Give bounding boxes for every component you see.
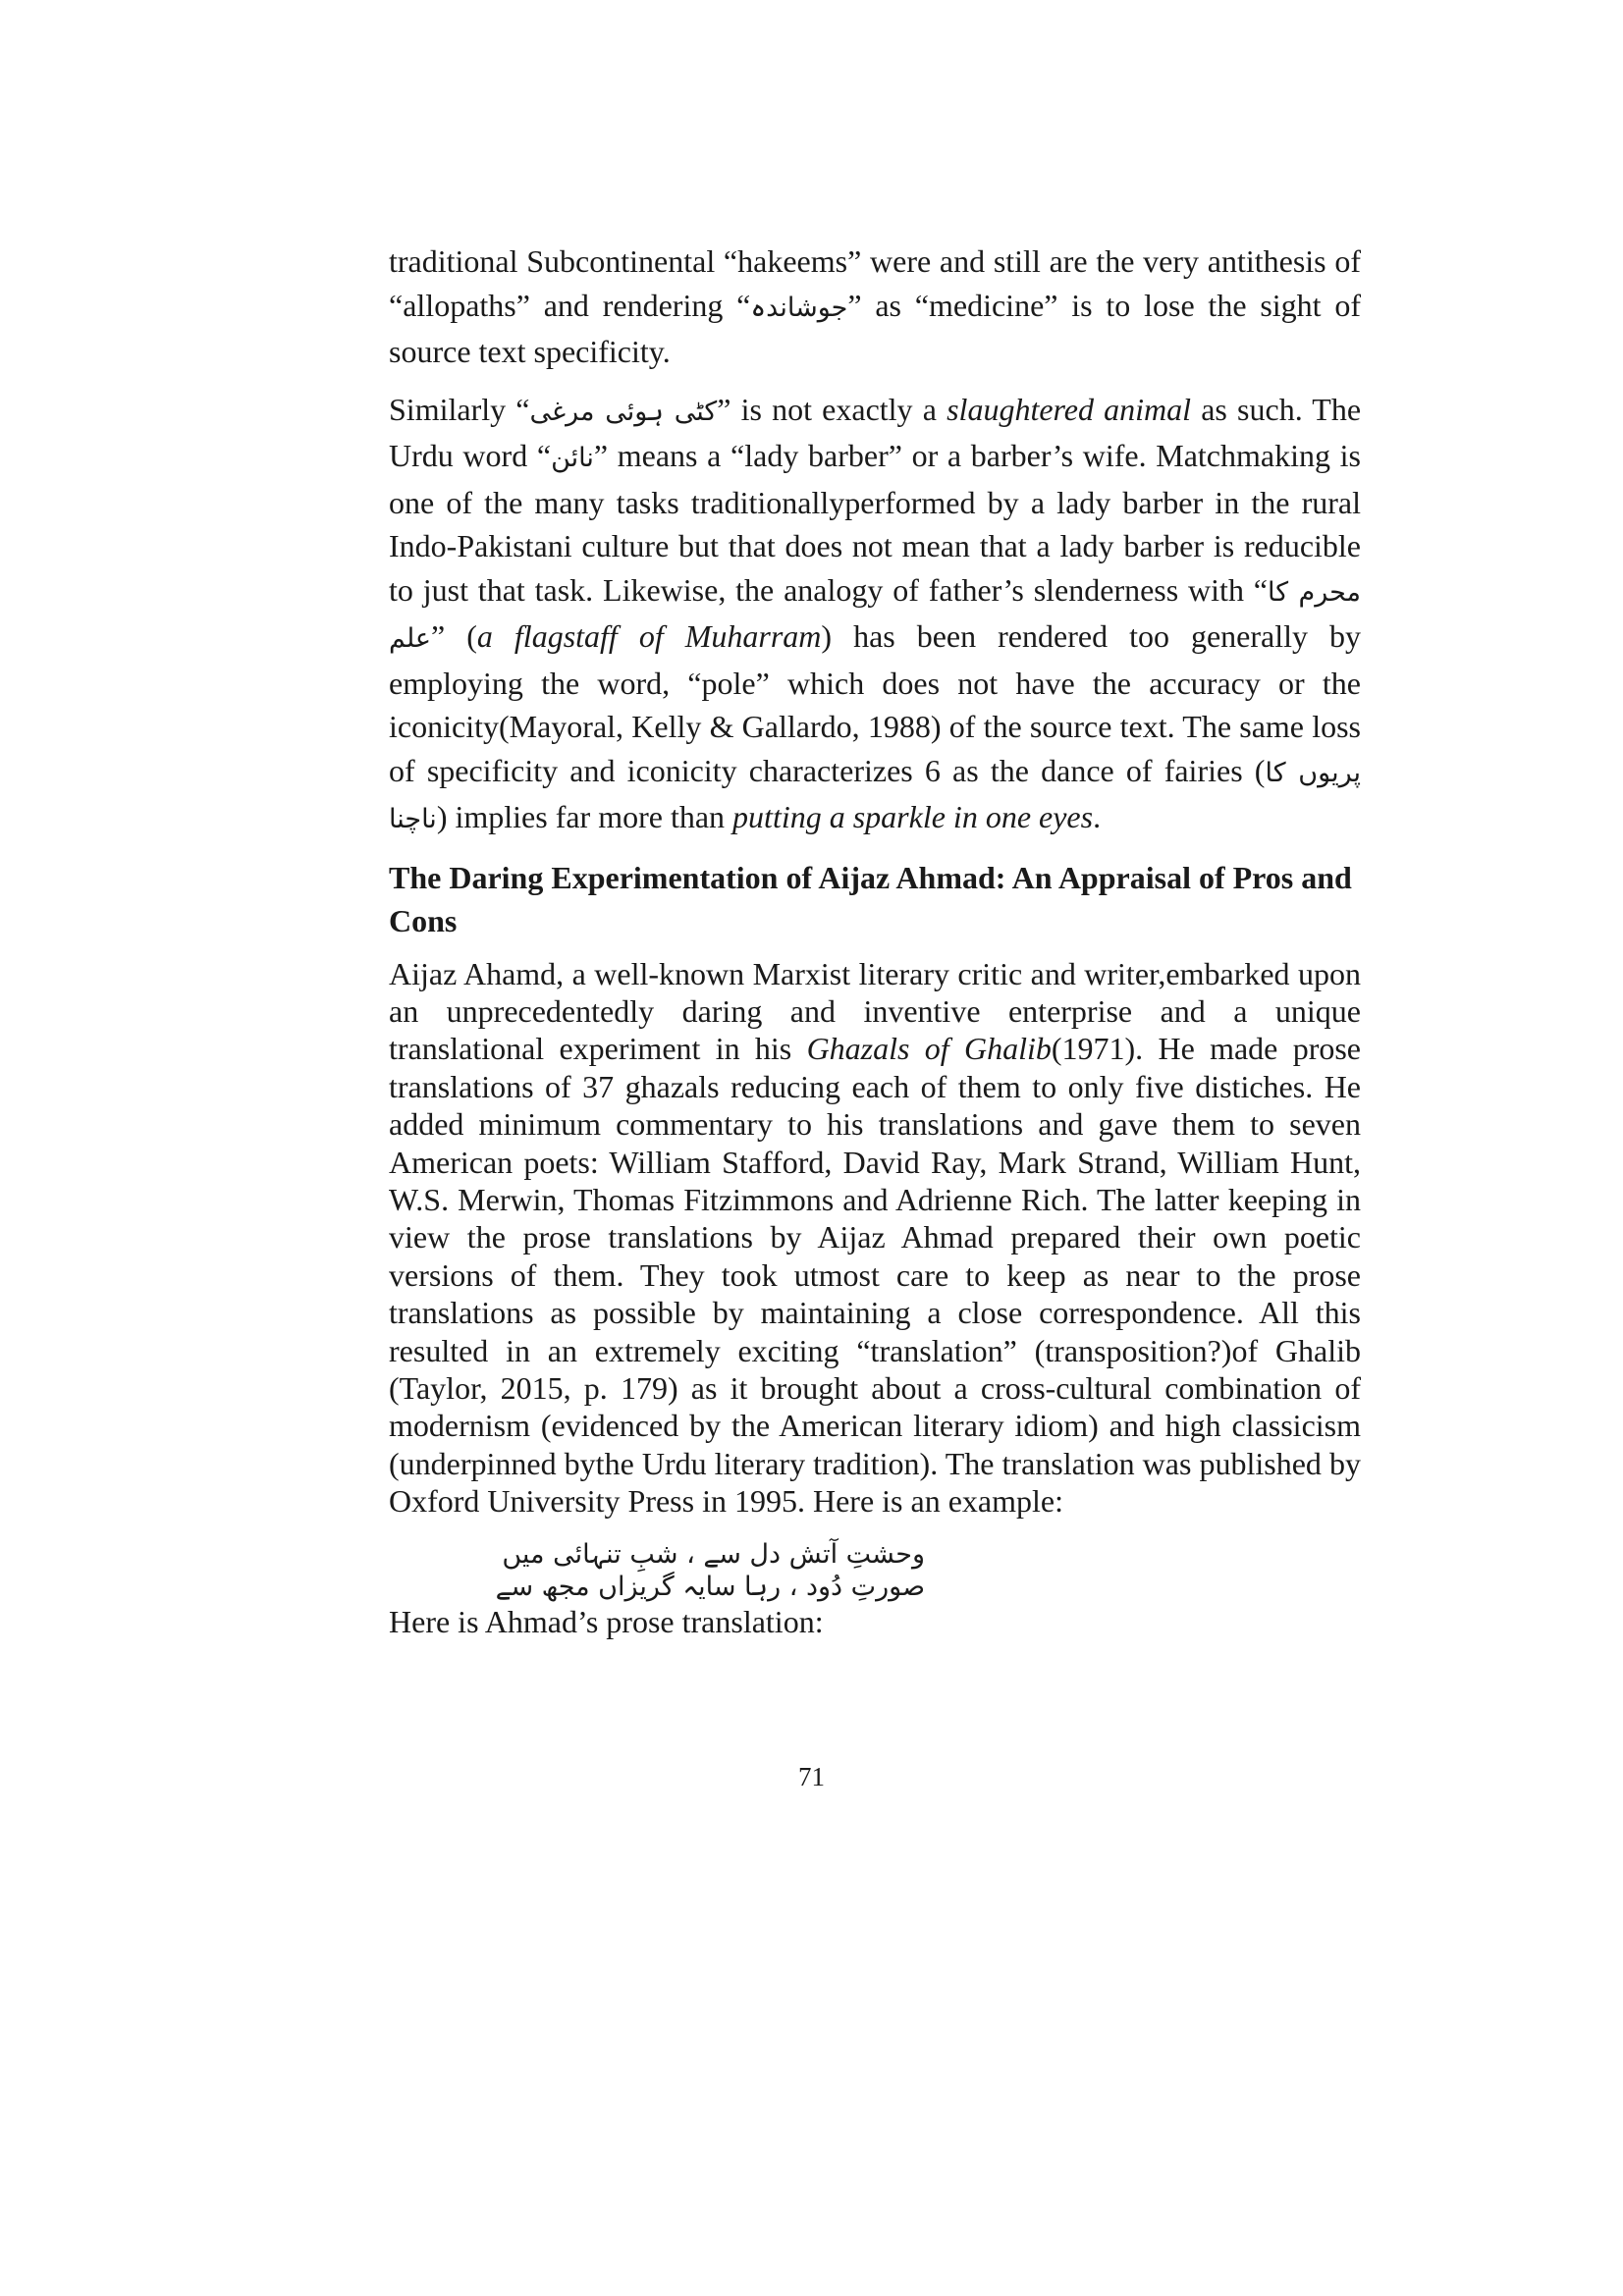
urdu-term: نائن [551,443,594,473]
italic-term: putting a sparkle in one eyes [732,799,1094,834]
section-heading: The Daring Experimentation of Aijaz Ahmad: An Appraisal of Pros and Cons [389,859,1352,938]
paragraph-similarly [389,388,1361,842]
page-number: 71 [798,1762,825,1791]
text-run: (1971). He made prose translations of 37 ghazals reducing each of them to only five distiches. He added minimum commentary to his translations and gave them to seven American poets: William Stafford, David Ray, Mark Strand, William Hunt, W.S. Merwin, Thomas Fitzimmons and Adrienne Rich. The latter keeping in view the prose translations by Aijaz Ahmad prepared their own poetic versions of them. They took utmost care to keep as near to the prose translations as possible by maintaining a close correspondence. All this resulted in an extremely exciting “translation” (transposition?)of Ghalib (Taylor, 2015, p. 179) as it brought about a cross-cultural combination of modernism (evidenced by the American literary idiom) and high classicism (underpinned bythe Urdu literary tradition). The translation was published by Oxford University Press in 1995. Here is an example: [389,1031,1362,1520]
urdu-term: پریوں کا ناچنا [389,757,1361,834]
prose-translation-intro: Here is Ahmad’s prose translation: [389,1603,824,1639]
urdu-verse [389,1538,925,1603]
text-run: Aijaz Ahamd, a well-known Marxist literary critic and writer,embarked upon an unprecedentedly daring and inventive enterprise and a unique translational experiment in his [389,955,1361,1067]
paragraph-aijaz [389,955,1361,1521]
text-run: ) has been rendered too generally by employing the word, “pole” which does not have the accuracy or the iconicity(Mayoral, Kelly & Gallardo, 1988) of the source text. The same loss of specificity and iconicity characterizes 6 as the dance of fairies ( [389,618,1362,788]
italic-term: a flagstaff of Muharram [476,618,822,654]
verse-line: صورتِ دُود ، رہا سایہ گریزاں مجھ سے [495,1571,925,1602]
text-run: Similarly “ [389,391,530,427]
text-run: . [1093,799,1102,834]
urdu-term: کٹی ہوئی مرغی [529,396,718,427]
text-run: ) implies far more than [436,799,733,834]
text-run: traditional Subcontinental “hakeems” were and still are the very antithesis of “allopaths” and rendering “ [389,243,1361,323]
text-run: as such. The Urdu word “ [389,391,1362,473]
text-run: ” as “medicine” is to lose the sight of source text specificity. [389,287,1362,369]
text-run: ” means a “lady barber” or a barber’s wife. Matchmaking is one of the many tasks traditionallyperformed by a lady barber in the rural Indo-Pakistani culture but that does not mean that a lady barber is reducible to just that task. Likewise, the analogy of father’s slenderness with “ [389,438,1362,608]
paragraph-hakeems [389,240,1361,374]
urdu-term: جوشاندہ [750,292,848,323]
book-title: Ghazals of Ghalib [806,1031,1052,1067]
italic-term: slaughtered animal [947,391,1192,427]
urdu-term: محرم کا علم [389,576,1362,654]
text-run: ” ( [431,618,477,654]
text-run: ” is not exactly a [717,391,947,427]
verse-line: وحشتِ آتش دل سے ، شبِ تنہائی میں [502,1538,925,1570]
page-body [389,240,1361,1640]
